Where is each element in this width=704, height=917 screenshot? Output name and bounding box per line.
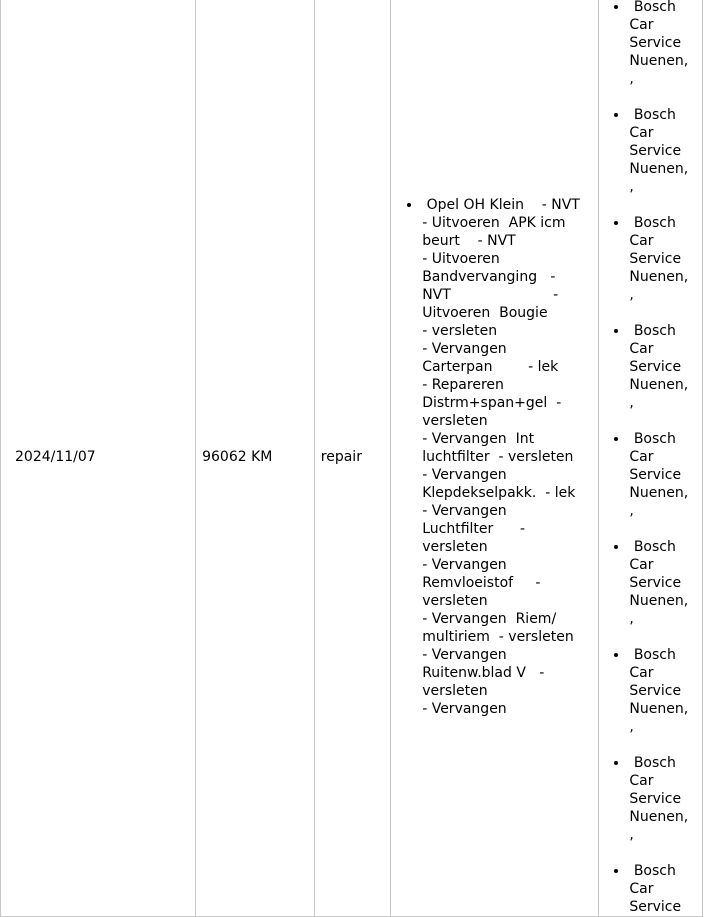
service-date: 2024/11/07 bbox=[15, 449, 96, 465]
description-line: - Vervangen bbox=[422, 467, 507, 483]
description-line: Distrm+span+gel - bbox=[422, 395, 562, 411]
description-line: versleten bbox=[422, 413, 488, 429]
garage-name-line: Service bbox=[629, 143, 682, 159]
description-line: - Vervangen bbox=[422, 701, 507, 717]
garage-name-line: Car bbox=[629, 557, 654, 573]
garage-name-line: Car bbox=[629, 125, 654, 141]
garage-name-line: Car bbox=[629, 449, 654, 465]
garage-name-line: Service bbox=[629, 251, 682, 267]
garage-name-line: Car bbox=[629, 881, 654, 897]
garage-name-line: Nuenen, bbox=[629, 53, 689, 69]
description-cell bbox=[391, 0, 599, 917]
description-line: - Uitvoeren bbox=[422, 251, 500, 267]
description-line: - Vervangen Riem/ bbox=[422, 611, 557, 627]
garage-cell bbox=[599, 0, 703, 917]
garage-name-line: , bbox=[629, 395, 634, 411]
garage-name-line: , bbox=[629, 503, 634, 519]
description-line: - Vervangen bbox=[422, 341, 507, 357]
garage-name-line: Car bbox=[629, 773, 654, 789]
garage-name-line: Nuenen, bbox=[629, 161, 689, 177]
garage-name-line: • Bosch bbox=[629, 647, 676, 663]
description-line: Luchtfilter - bbox=[422, 521, 526, 537]
mileage-cell bbox=[196, 0, 315, 917]
description-line: - Vervangen bbox=[422, 503, 507, 519]
garage-name-line: • Bosch bbox=[629, 323, 676, 339]
garage-name-line: , bbox=[629, 611, 634, 627]
description-line: - Vervangen bbox=[422, 647, 507, 663]
garage-name-line: Nuenen, bbox=[629, 593, 689, 609]
garage-name-line: • Bosch bbox=[629, 431, 676, 447]
garage-entry bbox=[629, 646, 702, 736]
description-line: - Repareren bbox=[422, 377, 504, 393]
description-line: - Vervangen Int bbox=[422, 431, 535, 447]
garage-entry bbox=[629, 0, 702, 88]
description-line: multiriem - versleten bbox=[422, 629, 574, 645]
garage-name-line: Service bbox=[629, 899, 682, 915]
garage-entry bbox=[629, 430, 702, 520]
type-cell bbox=[315, 0, 391, 917]
garage-name-line: Service bbox=[629, 575, 682, 591]
garage-name-line: • Bosch bbox=[629, 539, 676, 555]
description-line: Uitvoeren Bougie bbox=[422, 305, 548, 321]
garage-name-line: Car bbox=[629, 17, 654, 33]
garage-entry bbox=[629, 214, 702, 304]
description-line: • Opel OH Klein - NVT bbox=[422, 197, 580, 213]
garage-name-line: , bbox=[629, 719, 634, 735]
description-line: versleten bbox=[422, 683, 488, 699]
garage-name-line: • Bosch bbox=[629, 755, 676, 771]
garage-list bbox=[599, 0, 702, 916]
garage-name-line: • Bosch bbox=[629, 107, 676, 123]
garage-entry bbox=[629, 754, 702, 844]
description-item bbox=[422, 196, 598, 718]
garage-name-line: Service bbox=[629, 791, 682, 807]
garage-entry bbox=[629, 322, 702, 412]
description-line: - versleten bbox=[422, 323, 498, 339]
garage-entry bbox=[629, 862, 702, 916]
garage-name-line: Service bbox=[629, 683, 682, 699]
garage-name-line: , bbox=[629, 287, 634, 303]
garage-name-line: Nuenen, bbox=[629, 485, 689, 501]
garage-name-line: Nuenen, bbox=[629, 269, 689, 285]
garage-name-line: Nuenen, bbox=[629, 377, 689, 393]
description-line: NVT - bbox=[422, 287, 559, 303]
garage-name-line: Service bbox=[629, 359, 682, 375]
garage-name-line: Service bbox=[629, 467, 682, 483]
description-line: luchtfilter - versleten bbox=[422, 449, 574, 465]
description-line: Ruitenw.blad V - bbox=[422, 665, 545, 681]
garage-entry bbox=[629, 538, 702, 628]
garage-name-line: Car bbox=[629, 665, 654, 681]
description-line: beurt - NVT bbox=[422, 233, 516, 249]
description-lines bbox=[422, 196, 598, 718]
garage-name-line: Car bbox=[629, 341, 654, 357]
description-line: - Uitvoeren APK icm bbox=[422, 215, 566, 231]
garage-name-line: • Bosch bbox=[629, 215, 676, 231]
description-line: - Vervangen bbox=[422, 557, 507, 573]
mileage-value: 96062 KM bbox=[202, 449, 273, 465]
description-line: Klepdekselpakk. - lek bbox=[422, 485, 576, 501]
date-cell bbox=[0, 0, 196, 917]
garage-name-line: , bbox=[629, 179, 634, 195]
garage-entry bbox=[629, 106, 702, 196]
garage-name-line: , bbox=[629, 71, 634, 87]
garage-name-line: • Bosch bbox=[629, 0, 676, 15]
description-line: Bandvervanging - bbox=[422, 269, 556, 285]
garage-name-line: • Bosch bbox=[629, 863, 676, 879]
description-line: Remvloeistof - bbox=[422, 575, 541, 591]
garage-name-line: Service bbox=[629, 35, 682, 51]
garage-name-line: Nuenen, bbox=[629, 809, 689, 825]
garage-name-line: , bbox=[629, 827, 634, 843]
service-type: repair bbox=[320, 449, 362, 465]
description-line: versleten bbox=[422, 539, 488, 555]
description-list bbox=[391, 196, 598, 718]
garage-name-line: Car bbox=[629, 233, 654, 249]
garage-name-line: Nuenen, bbox=[629, 701, 689, 717]
description-line: versleten bbox=[422, 593, 488, 609]
description-line: Carterpan - lek bbox=[422, 359, 559, 375]
